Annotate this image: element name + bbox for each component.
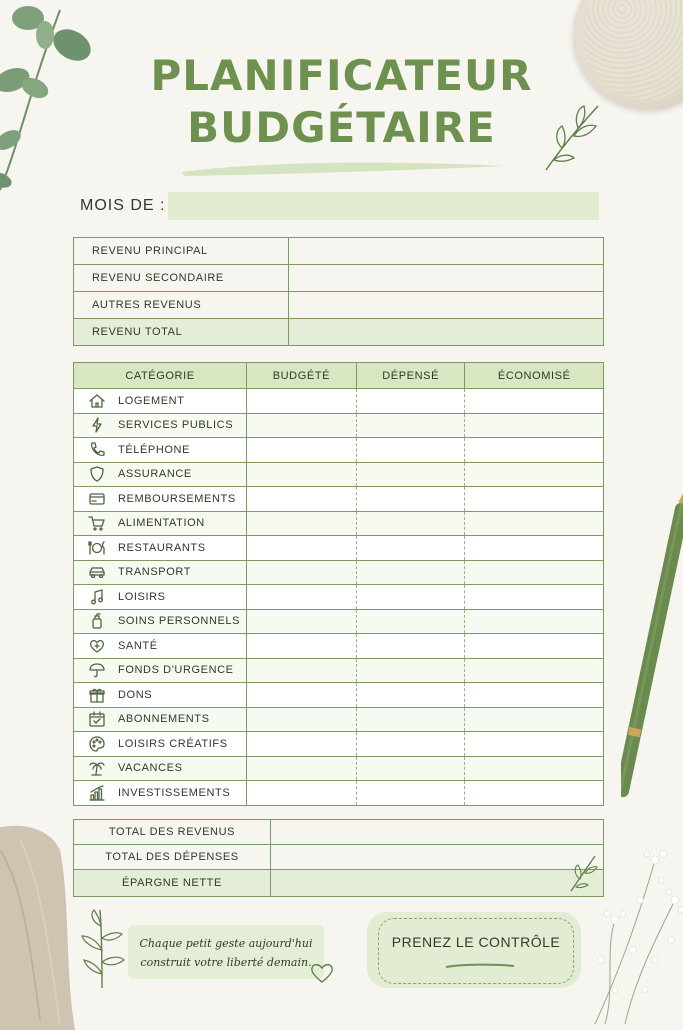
category-cell [74, 732, 247, 757]
saved-cell[interactable] [465, 389, 604, 414]
category-label: ABONNEMENTS [118, 713, 210, 726]
category-label: TÉLÉPHONE [118, 443, 191, 456]
spent-cell[interactable] [356, 585, 465, 610]
saved-cell[interactable] [465, 756, 604, 781]
category-label: TRANSPORT [118, 566, 192, 579]
category-cell [74, 536, 247, 561]
month-label: MOIS DE : [80, 197, 166, 214]
budget-row [74, 732, 604, 757]
month-input[interactable] [168, 192, 599, 220]
category-cell [74, 707, 247, 732]
category-label: RESTAURANTS [118, 541, 206, 554]
income-value-main[interactable] [289, 238, 604, 265]
cta-underline-decoration [444, 961, 516, 971]
spent-cell[interactable] [356, 781, 465, 806]
totals-table [73, 819, 604, 897]
budgeted-cell[interactable] [247, 462, 357, 487]
category-label: VACANCES [118, 762, 183, 775]
income-table [73, 237, 604, 346]
budget-row [74, 487, 604, 512]
spent-cell[interactable] [356, 732, 465, 757]
palette-icon [88, 735, 106, 753]
category-cell [74, 781, 247, 806]
category-cell [74, 683, 247, 708]
category-label: DONS [118, 688, 153, 701]
quote-text [136, 934, 316, 972]
budget-row [74, 536, 604, 561]
category-label: ASSURANCE [118, 468, 192, 481]
category-label: FONDS D'URGENCE [118, 664, 234, 677]
budget-row [74, 462, 604, 487]
budget-row [74, 781, 604, 806]
car-icon [88, 563, 106, 581]
income-row [74, 265, 604, 292]
spent-cell[interactable] [356, 487, 465, 512]
income-label-total: REVENU TOTAL [74, 319, 289, 346]
linen-cloth-decoration [0, 820, 75, 1030]
budget-rows [74, 389, 604, 806]
category-label: LOGEMENT [118, 394, 185, 407]
cta-dashed-border [378, 918, 574, 984]
income-value-other[interactable] [289, 292, 604, 319]
budgeted-cell[interactable] [247, 389, 357, 414]
spent-cell[interactable] [356, 634, 465, 659]
totals-row-net [74, 870, 604, 897]
net-savings-value[interactable] [271, 870, 604, 897]
saved-cell[interactable] [465, 462, 604, 487]
spent-cell[interactable] [356, 609, 465, 634]
income-label-main: REVENU PRINCIPAL [74, 238, 289, 265]
budget-row [74, 438, 604, 463]
category-cell [74, 609, 247, 634]
heart-icon [309, 961, 335, 985]
budget-row [74, 756, 604, 781]
palm-tree-icon [88, 759, 106, 777]
cta-label: PRENEZ LE CONTRÔLE [391, 934, 561, 950]
spent-cell[interactable] [356, 683, 465, 708]
phone-icon [88, 441, 106, 459]
budgeted-cell[interactable] [247, 511, 357, 536]
category-cell [74, 511, 247, 536]
budgeted-cell[interactable] [247, 634, 357, 659]
saved-cell[interactable] [465, 781, 604, 806]
saved-cell[interactable] [465, 683, 604, 708]
budgeted-cell[interactable] [247, 536, 357, 561]
income-label-other: AUTRES REVENUS [74, 292, 289, 319]
saved-cell[interactable] [465, 560, 604, 585]
brush-stroke-decoration [178, 156, 508, 180]
category-cell [74, 634, 247, 659]
budgeted-cell[interactable] [247, 560, 357, 585]
spent-cell[interactable] [356, 536, 465, 561]
page-title-line1: PLANIFICATEUR [150, 51, 533, 100]
category-cell [74, 462, 247, 487]
budgeted-cell[interactable] [247, 487, 357, 512]
category-label: SERVICES PUBLICS [118, 419, 234, 432]
spent-cell[interactable] [356, 707, 465, 732]
umbrella-icon [88, 661, 106, 679]
budgeted-cell[interactable] [247, 707, 357, 732]
saved-cell[interactable] [465, 658, 604, 683]
spent-cell[interactable] [356, 560, 465, 585]
spent-cell[interactable] [356, 658, 465, 683]
budget-row [74, 585, 604, 610]
income-row [74, 238, 604, 265]
saved-cell[interactable] [465, 438, 604, 463]
budget-row [74, 658, 604, 683]
saved-cell[interactable] [465, 536, 604, 561]
saved-cell[interactable] [465, 413, 604, 438]
budgeted-cell[interactable] [247, 683, 357, 708]
category-cell [74, 560, 247, 585]
spent-cell[interactable] [356, 389, 465, 414]
income-value-secondary[interactable] [289, 265, 604, 292]
home-icon [88, 392, 106, 410]
header-category: CATÉGORIE [74, 363, 247, 389]
total-expenses-value[interactable] [271, 845, 604, 870]
bar-chart-icon [88, 784, 106, 802]
budgeted-cell[interactable] [247, 658, 357, 683]
category-cell [74, 487, 247, 512]
budgeted-cell[interactable] [247, 756, 357, 781]
category-label: REMBOURSEMENTS [118, 492, 236, 505]
spent-cell[interactable] [356, 438, 465, 463]
spent-cell[interactable] [356, 756, 465, 781]
budgeted-cell[interactable] [247, 609, 357, 634]
category-cell [74, 413, 247, 438]
saved-cell[interactable] [465, 634, 604, 659]
income-row [74, 292, 604, 319]
income-row-total [74, 319, 604, 346]
eucalyptus-leaves-decoration [0, 0, 110, 200]
lightning-icon [88, 416, 106, 434]
income-label-secondary: REVENU SECONDAIRE [74, 265, 289, 292]
category-label: ALIMENTATION [118, 517, 205, 530]
category-cell [74, 756, 247, 781]
budgeted-cell[interactable] [247, 585, 357, 610]
budget-header-row [74, 363, 604, 389]
totals-row [74, 820, 604, 845]
lotion-bottle-icon [88, 612, 106, 630]
quote-line1: Chaque petit geste aujourd'hui [139, 937, 313, 950]
page-title-line2: BUDGÉTAIRE [187, 103, 496, 152]
budget-row [74, 683, 604, 708]
budget-table [73, 362, 604, 806]
category-label: SOINS PERSONNELS [118, 615, 241, 628]
budget-row [74, 511, 604, 536]
babys-breath-flowers-decoration [585, 840, 683, 1024]
saved-cell[interactable] [465, 487, 604, 512]
header-spent: DÉPENSÉ [356, 363, 465, 389]
budgeted-cell[interactable] [247, 732, 357, 757]
spent-cell[interactable] [356, 462, 465, 487]
budgeted-cell[interactable] [247, 438, 357, 463]
category-cell [74, 658, 247, 683]
total-income-label: TOTAL DES REVENUS [74, 820, 271, 845]
leaf-sprig-icon [540, 100, 602, 174]
credit-card-icon [88, 490, 106, 508]
spent-cell[interactable] [356, 413, 465, 438]
shield-icon [88, 465, 106, 483]
budget-row [74, 634, 604, 659]
header-saved: ÉCONOMISÉ [465, 363, 604, 389]
net-savings-label: ÉPARGNE NETTE [74, 870, 271, 897]
spent-cell[interactable] [356, 511, 465, 536]
saved-cell[interactable] [465, 585, 604, 610]
category-cell [74, 438, 247, 463]
budget-row [74, 389, 604, 414]
pen-decoration [621, 480, 683, 820]
saved-cell[interactable] [465, 707, 604, 732]
budget-row [74, 413, 604, 438]
music-note-icon [88, 588, 106, 606]
cart-icon [88, 514, 106, 532]
category-label: LOISIRS CRÉATIFS [118, 737, 228, 750]
saved-cell[interactable] [465, 732, 604, 757]
gift-icon [88, 686, 106, 704]
category-cell [74, 389, 247, 414]
heart-plus-icon [88, 637, 106, 655]
total-expenses-label: TOTAL DES DÉPENSES [74, 845, 271, 870]
category-label: INVESTISSEMENTS [118, 786, 231, 799]
category-cell [74, 585, 247, 610]
quote-line2: construit votre liberté demain. [140, 956, 312, 969]
category-label: LOISIRS [118, 590, 166, 603]
category-label: SANTÉ [118, 639, 158, 652]
calendar-icon [88, 710, 106, 728]
leaf-branch-icon [78, 906, 126, 990]
saved-cell[interactable] [465, 511, 604, 536]
totals-row [74, 845, 604, 870]
budgeted-cell[interactable] [247, 781, 357, 806]
income-value-total[interactable] [289, 319, 604, 346]
budget-row [74, 560, 604, 585]
budget-row [74, 707, 604, 732]
header-budgeted: BUDGÉTÉ [247, 363, 357, 389]
plate-icon [88, 539, 106, 557]
budget-row [74, 609, 604, 634]
saved-cell[interactable] [465, 609, 604, 634]
budgeted-cell[interactable] [247, 413, 357, 438]
total-income-value[interactable] [271, 820, 604, 845]
